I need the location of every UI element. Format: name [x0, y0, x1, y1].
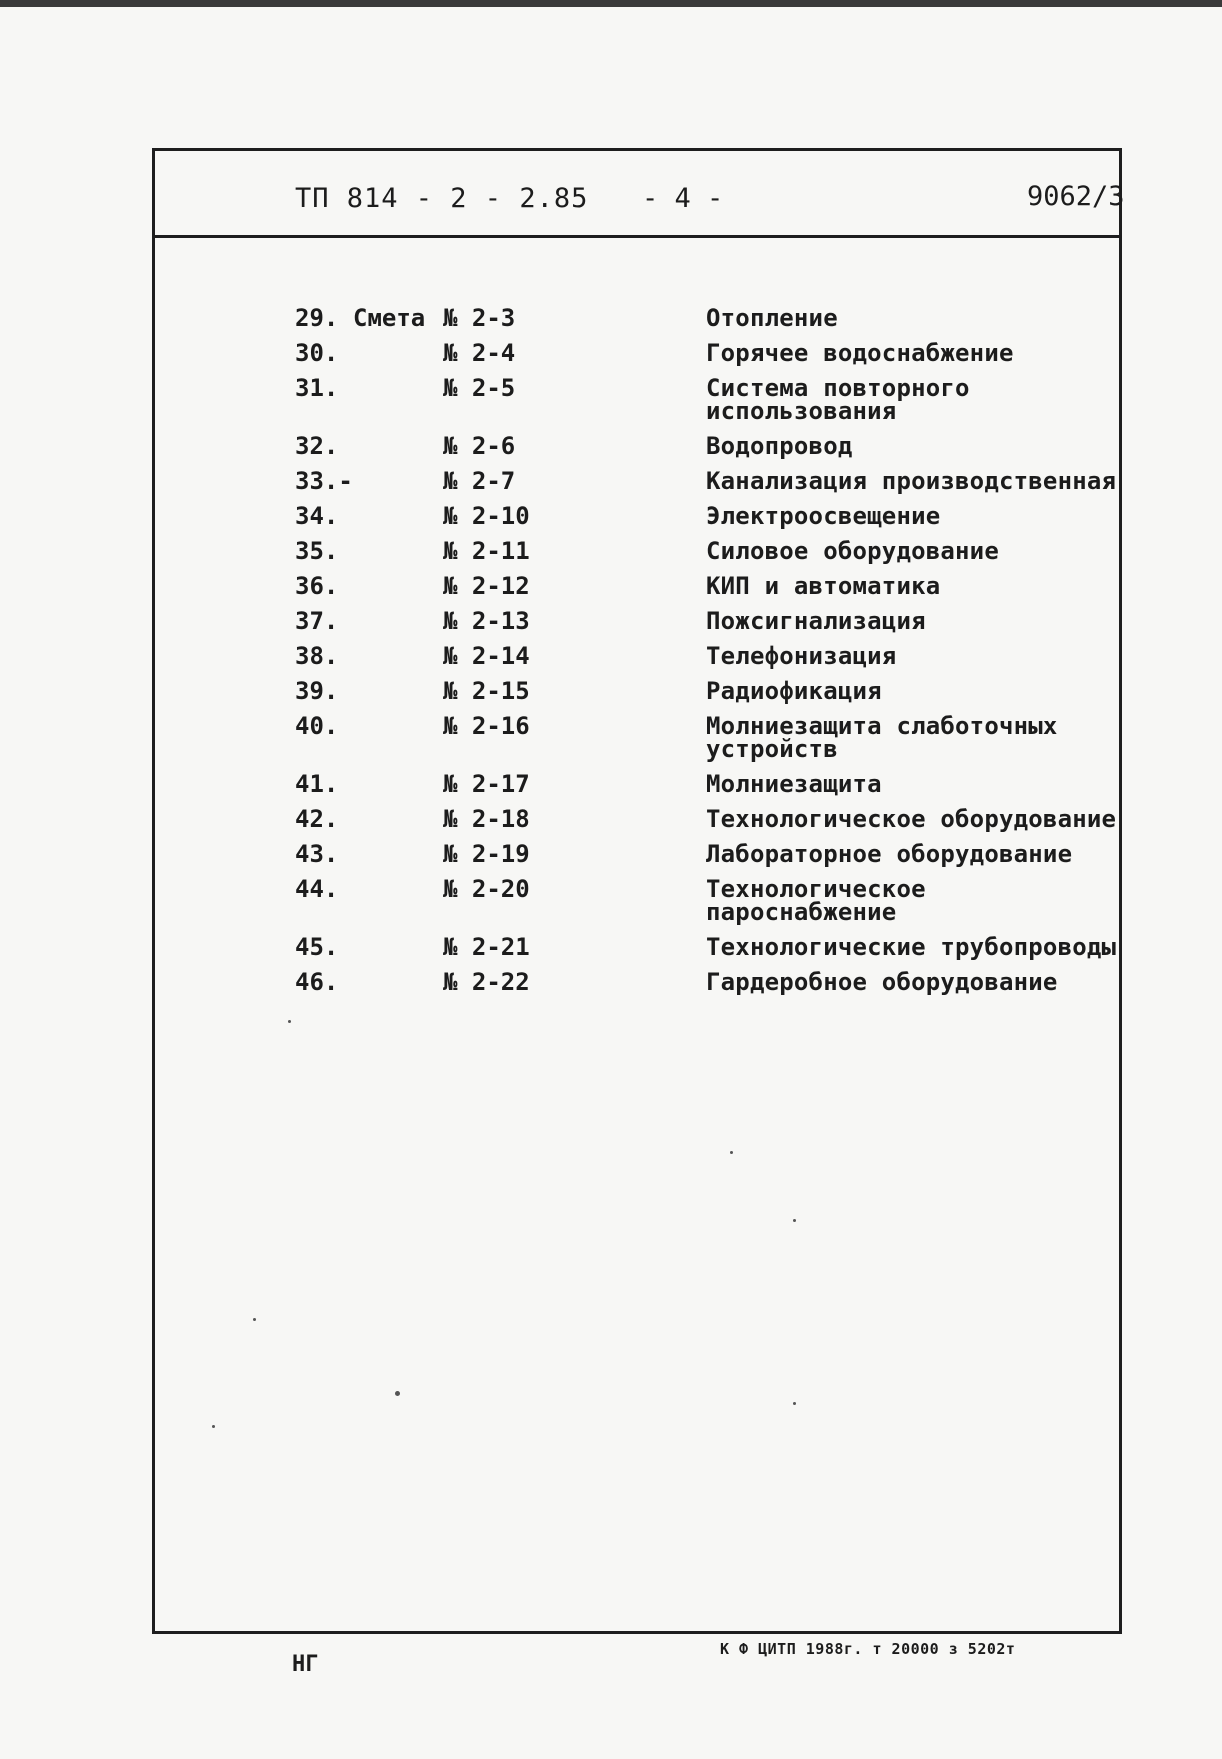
- item-number: 30.: [295, 339, 339, 367]
- item-label: [353, 470, 443, 493]
- scan-speck: [793, 1402, 796, 1405]
- item-label: [353, 342, 443, 365]
- page-number: - 4 -: [642, 183, 724, 214]
- item-title: Пожсигнализация: [706, 607, 926, 635]
- item-title: Радиофикация: [706, 677, 882, 705]
- top-edge-rule: [0, 0, 1222, 7]
- item-label: [353, 878, 443, 924]
- item-title: Лабораторное оборудование: [706, 840, 1073, 868]
- list-item: [295, 502, 1125, 530]
- item-code: № 2-7: [443, 467, 516, 495]
- item-number: 34.: [295, 502, 339, 530]
- item-code: № 2-15: [443, 677, 530, 705]
- item-label: [353, 645, 443, 668]
- item-code: № 2-5: [443, 374, 516, 402]
- item-title: Канализация производственная: [706, 467, 1117, 495]
- item-title: Электроосвещение: [706, 502, 941, 530]
- list-item: [295, 467, 1125, 495]
- estimate-list: [295, 304, 1125, 1006]
- list-item: [295, 304, 1125, 332]
- item-title: Молниезащита: [706, 770, 882, 798]
- item-label: [353, 610, 443, 633]
- item-label: [353, 377, 443, 423]
- scan-speck: [288, 1020, 291, 1023]
- document-code: ТП 814 - 2 - 2.85: [295, 183, 589, 214]
- item-title: КИП и автоматика: [706, 572, 941, 600]
- list-item: [295, 770, 1125, 798]
- list-item: [295, 607, 1125, 635]
- item-label: [353, 435, 443, 458]
- item-code: № 2-20: [443, 875, 530, 903]
- list-item: [295, 432, 1125, 460]
- item-number: 42.: [295, 805, 339, 833]
- scan-speck: [253, 1318, 256, 1321]
- header-divider: [155, 235, 1119, 238]
- list-item: [295, 572, 1125, 600]
- item-number: 38.: [295, 642, 339, 670]
- item-code: № 2-18: [443, 805, 530, 833]
- item-number: 39.: [295, 677, 339, 705]
- item-label: [353, 680, 443, 703]
- item-code: № 2-12: [443, 572, 530, 600]
- item-label: [353, 715, 443, 761]
- item-title: Гардеробное оборудование: [706, 968, 1058, 996]
- item-code: № 2-6: [443, 432, 516, 460]
- item-code: № 2-17: [443, 770, 530, 798]
- item-code: № 2-4: [443, 339, 516, 367]
- item-number: 37.: [295, 607, 339, 635]
- item-code: № 2-3: [443, 304, 516, 332]
- item-title: Молниезащита слаботочных устройств: [706, 712, 1058, 763]
- item-title: Водопровод: [706, 432, 853, 460]
- scan-speck: [730, 1151, 733, 1154]
- item-title: Телефонизация: [706, 642, 897, 670]
- item-title: Отопление: [706, 304, 838, 332]
- item-label: [353, 540, 443, 563]
- list-item: [295, 712, 1125, 763]
- item-title: Горячее водоснабжение: [706, 339, 1014, 367]
- scan-speck: [212, 1425, 215, 1428]
- item-code: № 2-16: [443, 712, 530, 740]
- item-label: [353, 505, 443, 528]
- item-number: 32.: [295, 432, 339, 460]
- item-number: 46.: [295, 968, 339, 996]
- item-code: № 2-11: [443, 537, 530, 565]
- item-number: 45.: [295, 933, 339, 961]
- page-frame: [152, 148, 1125, 1634]
- item-title: Система повторного использования: [706, 374, 970, 425]
- list-item: [295, 805, 1125, 833]
- sheet-number: 9062/3: [1027, 181, 1125, 212]
- item-code: № 2-10: [443, 502, 530, 530]
- item-number: 40.: [295, 712, 339, 740]
- item-label: [353, 773, 443, 796]
- list-item: [295, 677, 1125, 705]
- item-title: Силовое оборудование: [706, 537, 999, 565]
- item-title: Технологическое пароснабжение: [706, 875, 926, 926]
- item-number: 44.: [295, 875, 339, 903]
- item-number: 36.: [295, 572, 339, 600]
- list-item: [295, 537, 1125, 565]
- item-label: [353, 936, 443, 959]
- item-label: [353, 808, 443, 831]
- item-title: Технологическое оборудование: [706, 805, 1117, 833]
- list-item: [295, 642, 1125, 670]
- item-number: 33.-: [295, 467, 353, 495]
- footer-initials: НГ: [292, 1652, 319, 1677]
- item-title: Технологические трубопроводы: [706, 933, 1117, 961]
- item-label: Смета: [353, 304, 426, 332]
- footer-print-info: К Ф ЦИТП 1988г. т 20000 з 5202т: [720, 1640, 1016, 1658]
- item-label: [353, 575, 443, 598]
- item-number: 29.: [295, 304, 339, 332]
- item-number: 31.: [295, 374, 339, 402]
- list-item: [295, 968, 1125, 996]
- item-number: 35.: [295, 537, 339, 565]
- list-item: [295, 374, 1125, 425]
- item-code: № 2-13: [443, 607, 530, 635]
- item-code: № 2-19: [443, 840, 530, 868]
- list-item: [295, 875, 1125, 926]
- scan-speck: [793, 1219, 796, 1222]
- item-code: № 2-14: [443, 642, 530, 670]
- scan-speck: [395, 1391, 400, 1396]
- item-code: № 2-21: [443, 933, 530, 961]
- list-item: [295, 339, 1125, 367]
- item-code: № 2-22: [443, 968, 530, 996]
- item-label: [353, 843, 443, 866]
- list-item: [295, 933, 1125, 961]
- item-label: [353, 971, 443, 994]
- list-item: [295, 840, 1125, 868]
- item-number: 43.: [295, 840, 339, 868]
- item-number: 41.: [295, 770, 339, 798]
